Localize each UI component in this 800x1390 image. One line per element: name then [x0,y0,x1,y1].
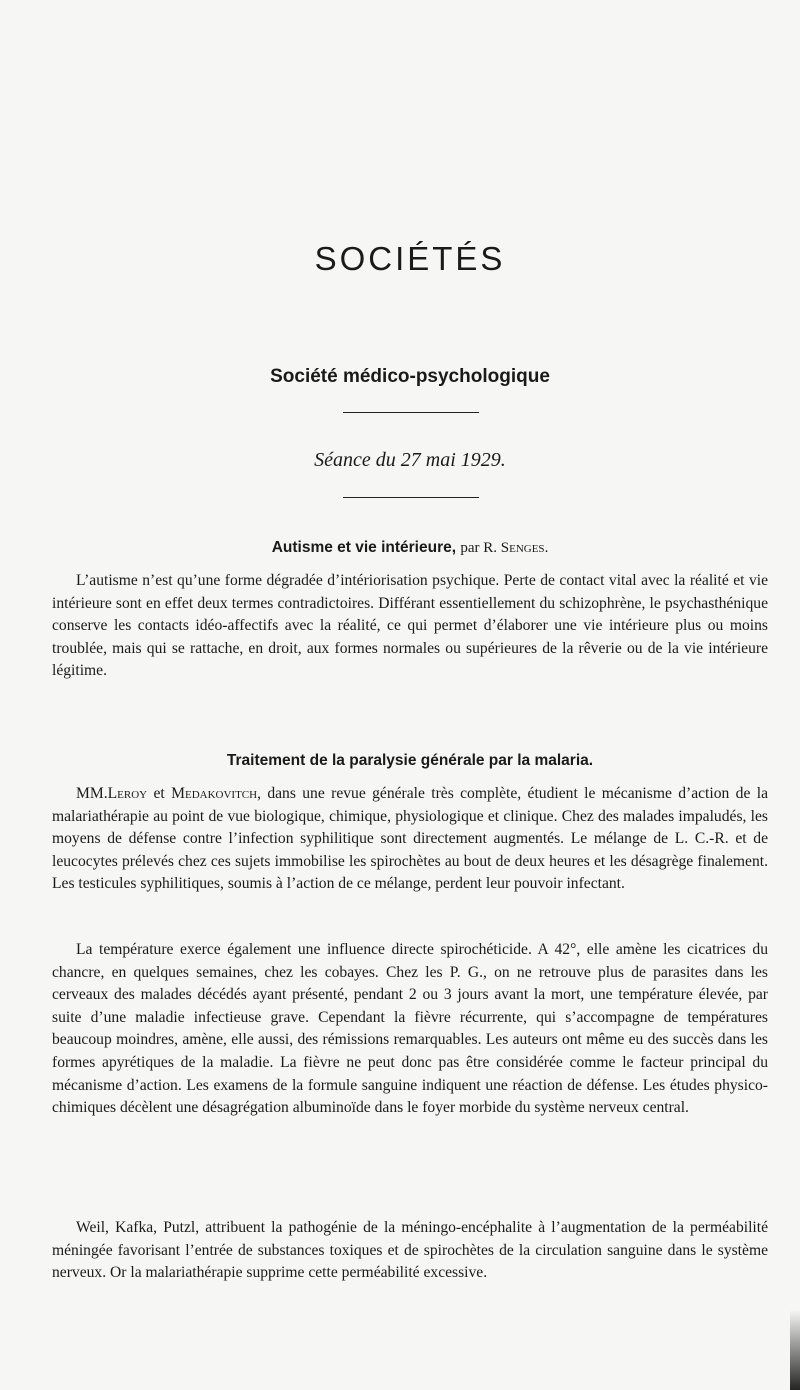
section-heading-malaria: Traitement de la paralysie générale par la malaria. [226,752,594,769]
society-name: Société médico-psychologique [270,366,550,387]
authors-prefix: MM. [76,785,108,802]
page-title: SOCIÉTÉS [314,240,506,277]
divider-rule [343,497,479,498]
divider-rule [343,412,479,413]
paragraph-autisme: L’autisme n’est qu’une forme dégradée d’intériorisation psychique. Perte de contact vital avec la réalité et vie intérieure sont en effet deux termes contradictoires. Différant essentiellement du schizophrène, le psychasthénique conserve les contacts idéo-affectifs avec la réalité, ce qui permet d’élaborer une vie intérieure plus ou moins troublée, mais qui se rattache, en droit, aux formes normales ou supérieures de la rêverie ou de la vie intérieure légitime. [52,572,768,680]
author-name: Leroy [107,785,148,802]
session-date: Séance du 27 mai 1929. [314,449,506,471]
byline-prefix: par R. [460,540,498,556]
scan-edge-shadow [790,1310,800,1390]
section-heading-autisme [52,539,768,557]
byline [460,540,548,556]
paragraph-malaria-2: La température exerce également une influence directe spirochéticide. A 42°, elle amène les cicatrices du chancre, en quelques semaines, chez les cobayes. Chez les P. G., on ne retrouve plus de parasites dans les cerveaux des malades décédés ayant présenté, pendant 2 ou 3 jours avant la mort, une température élevée, par suite d’une maladie infectieuse grave. Cependant la fièvre récurrente, qui s’accompagne de températures beaucoup moindres, amène, elle aussi, des rémissions remarquables. Les auteurs ont même eu des succès dans les formes apyrétiques de la maladie. La fièvre ne peut donc pas être considérée comme le facteur principal du mécanisme d’action. Les examens de la formule sanguine indiquent une réaction de défense. Les études physico-chimiques décèlent une désagrégation albuminoïde dans le foyer morbide du système nerveux central. [52,941,768,1117]
conjunction: et [153,785,165,802]
paragraph-malaria-1 [52,783,768,896]
author-name: Medakovitch [171,785,258,802]
paragraph-text: , dans une revue générale très complète, étudient le mécanisme d’action de la malariathérapie au point de vue biologique, chimique, physiologique et clinique. Chez des malades impaludés, les moyens de défense contre l’infection syphilitique sont directement augmentés. Le mélange de L. C.-R. et de leucocytes prélevés chez ces sujets immobilise les spirochètes au bout de deux heures et les désagrège finalement. Les testicules syphilitiques, soumis à l’action de ce mélange, perdent leur pouvoir infectant. [52,785,768,893]
byline-author: Senges [500,540,545,556]
byline-suffix: . [544,540,549,556]
section-heading-text: Autisme et vie intérieure, [271,539,457,556]
paragraph-malaria-3: Weil, Kafka, Putzl, attribuent la pathogénie de la méningo-encéphalite à l’augmentation de la perméabilité méningée favorisant l’entrée de substances toxiques et de spirochètes de la circulation sanguine dans le système nerveux. Or la malariathérapie supprime cette perméabilité excessive. [52,1219,768,1282]
